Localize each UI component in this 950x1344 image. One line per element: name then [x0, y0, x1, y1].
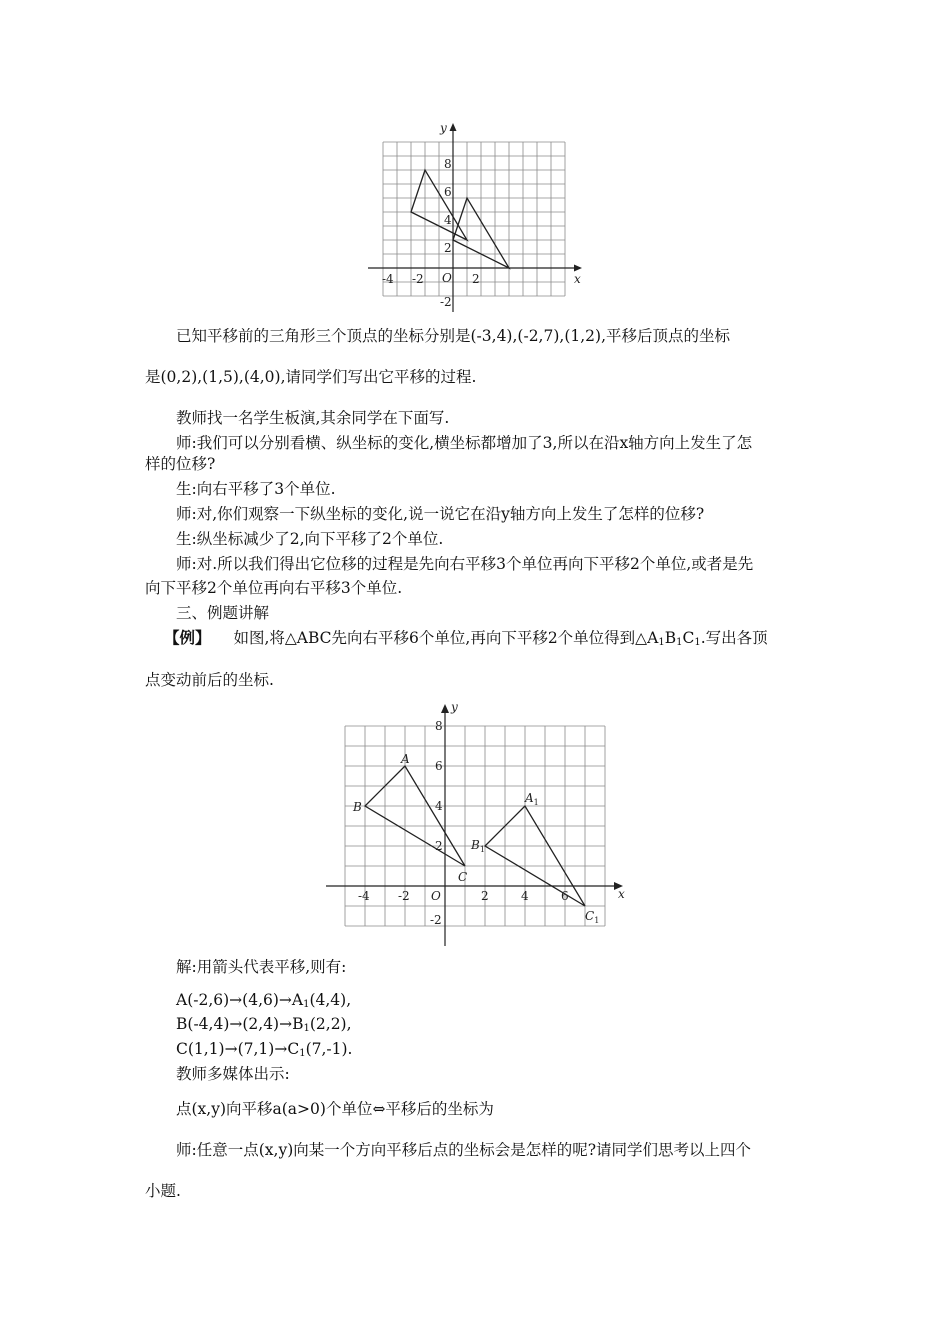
figure-1-origin-label: O [442, 271, 452, 285]
figure-2-xtick: -2 [398, 889, 410, 903]
example-text-c: C [682, 629, 695, 647]
paragraph-4-line-1: 师:我们可以分别看横、纵坐标的变化,横坐标都增加了3,所以在沿x轴方向上发生了怎 [176, 434, 753, 452]
figure-1-xtick: 2 [472, 272, 480, 286]
vertex-label-a: A [401, 752, 410, 766]
vertex-label-c: C [458, 870, 468, 884]
solution-b-text: B(-4,4)→(2,4)→B [176, 1015, 304, 1033]
example-text-b: B [664, 629, 677, 647]
paragraph-3: 教师找一名学生板演,其余同学在下面写. [176, 409, 450, 427]
solution-c-text: C(1,1)→(7,1)→C [176, 1040, 300, 1058]
solution-line-b [0, 1014, 950, 1039]
multimedia-line: 教师多媒体出示: [176, 1065, 290, 1083]
solution-b-end: (2,2), [309, 1015, 352, 1033]
final-paragraph-line-1: 师:任意一点(x,y)向某一个方向平移后点的坐标会是怎样的呢?请同学们思考以上四个 [176, 1141, 752, 1159]
figure-2-xtick: 2 [481, 889, 489, 903]
figure-2-triangles [365, 766, 585, 906]
figure-1-ytick: 8 [444, 157, 452, 171]
figure-1-ytick: 4 [444, 213, 452, 227]
paragraph-8-line-2: 向下平移2个单位再向右平移3个单位. [145, 579, 403, 597]
figure-2-xtick: 4 [521, 889, 529, 903]
solution-a-text: A(-2,6)→(4,6)→A [176, 991, 304, 1009]
paragraph-5: 生:向右平移了3个单位. [176, 480, 336, 498]
solution-a-end: (4,4), [309, 991, 352, 1009]
figure-2-ytick: 2 [435, 839, 443, 853]
figure-2-ytick: -2 [430, 913, 442, 927]
figure-2-coordinate-graph [322, 698, 632, 950]
figure-2-origin-label: O [431, 889, 441, 903]
paragraph-6: 师:对,你们观察一下纵坐标的变化,说一说它在沿y轴方向上发生了怎样的位移? [176, 505, 705, 523]
figure-2-ytick: 4 [435, 799, 443, 813]
figure-2-xtick: -4 [358, 889, 370, 903]
section-heading: 三、例题讲解 [176, 604, 270, 622]
example-sub-1: 1 [658, 637, 665, 648]
figure-1-xtick: -4 [382, 272, 394, 286]
vertex-label-a1: $A_1$ [525, 791, 539, 807]
example-sub-2: 1 [676, 637, 683, 648]
figure-2-x-label: x [618, 887, 625, 901]
figure-1-ytick: -2 [440, 295, 452, 309]
figure-1-ytick: 6 [444, 185, 452, 199]
vertex-label-c1: $C_1$ [585, 909, 600, 925]
figure-1-xtick: -2 [412, 272, 424, 286]
figure-1-triangles [411, 170, 509, 268]
figure-2-axes [326, 704, 623, 946]
point-rule: 点(x,y)向平移a(a>0)个单位⇔平移后的坐标为 [176, 1100, 494, 1118]
vertex-label-b: B [353, 800, 362, 814]
final-paragraph-line-2: 小题. [145, 1182, 181, 1200]
figure-1-ytick: 2 [444, 241, 452, 255]
figure-2-ytick: 6 [435, 759, 443, 773]
vertex-label-b1: $B_1$ [471, 838, 485, 854]
example-text-a: 如图,将△ABC先向右平移6个单位,再向下平移2个单位得到△A [233, 629, 659, 647]
example-sub-3: 1 [694, 637, 701, 648]
example-line-1 [0, 628, 950, 653]
solution-c-end: (7,-1). [305, 1040, 353, 1058]
figure-2-y-label: y [451, 700, 458, 714]
example-line-2: 点变动前后的坐标. [145, 671, 274, 689]
paragraph-8-line-1: 师:对.所以我们得出它位移的过程是先向右平移3个单位再向下平移2个单位,或者是先 [176, 555, 754, 573]
solution-c-sub: 1 [299, 1048, 306, 1059]
figure-2-xtick: 6 [561, 889, 569, 903]
solution-line-a [0, 990, 950, 1015]
solution-a-sub: 1 [303, 999, 310, 1010]
example-text-d: .写出各顶 [700, 629, 768, 647]
figure-1-coordinate-graph [360, 118, 590, 318]
solution-line-c [0, 1039, 950, 1064]
solution-b-sub: 1 [303, 1023, 310, 1034]
figure-1-y-label: y [440, 121, 447, 135]
paragraph-4-line-2: 样的位移? [145, 455, 216, 473]
figure-2-ytick: 8 [435, 719, 443, 733]
paragraph-2: 是(0,2),(1,5),(4,0),请同学们写出它平移的过程. [145, 368, 477, 386]
example-tag: 【例】 [164, 629, 211, 647]
paragraph-7: 生:纵坐标减少了2,向下平移了2个单位. [176, 530, 444, 548]
triangle-abc [365, 766, 465, 866]
triangle-a1b1c1 [485, 806, 585, 906]
figure-1-x-label: x [574, 272, 581, 286]
paragraph-1: 已知平移前的三角形三个顶点的坐标分别是(-3,4),(-2,7),(1,2),平移后顶点的坐标 [176, 327, 730, 345]
solution-intro: 解:用箭头代表平移,则有: [176, 958, 347, 976]
